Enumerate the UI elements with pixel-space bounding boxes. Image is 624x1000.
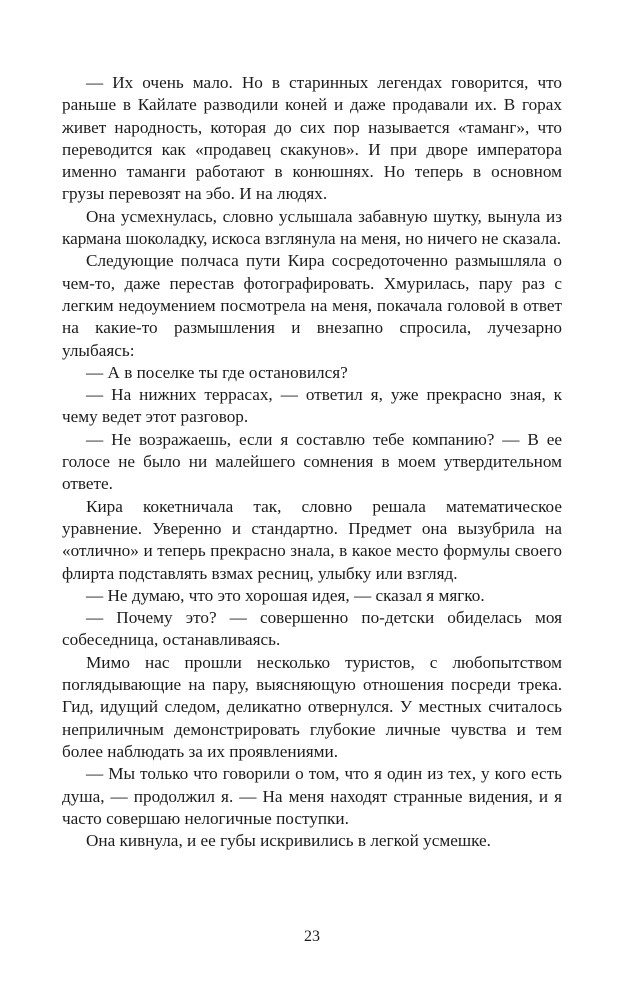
paragraph: Следующие полчаса пути Кира сосредоточенно размышляла о чем-то, даже перестав фотографировать. Хмурилась, пару раз с легким недоумением посмотрела на меня, покачала головой в ответ на какие-то размышления и внезапно спросила, лучезарно улыбаясь: bbox=[62, 251, 562, 360]
paragraph: Мимо нас прошли несколько туристов, с любопытством поглядывающие на пару, выясняющую отношения посреди трека. Гид, идущий следом, деликатно отвернулся. У местных считалось неприличным демонстрировать глубокие личные чувства и тем более наблюдать за их проявлениями. bbox=[62, 652, 562, 761]
paragraph: — На нижних террасах, — ответил я, уже прекрасно зная, к чему ведет этот разговор. bbox=[62, 385, 562, 427]
paragraph: — Не думаю, что это хорошая идея, — сказал я мягко. bbox=[86, 585, 485, 605]
paragraph: — А в поселке ты где остановился? bbox=[86, 362, 348, 382]
paragraph: — Их очень мало. Но в старинных легендах говорится, что раньше в Кайлате разводили коней и даже продавали их. В горах живет народность, которая до сих пор называется «таманг», что переводится как «продавец скакунов». И при дворе императора именно таманги работают в конюшнях. Но теперь в основном грузы перевозят на эбо. И на людях. bbox=[62, 73, 562, 204]
paragraph: Она усмехнулась, словно услышала забавную шутку, вынула из кармана шоколадку, искоса взглянула на меня, но ничего не сказала. bbox=[62, 206, 562, 249]
paragraph: Она кивнула, и ее губы искривились в легкой усмешке. bbox=[86, 831, 491, 851]
page-number: 23 bbox=[304, 928, 320, 945]
paragraph: — Мы только что говорили о том, что я один из тех, у кого есть душа, — продолжил я. — На меня находят странные видения, и я часто совершаю нелогичные поступки. bbox=[62, 764, 562, 828]
body-text bbox=[62, 72, 562, 852]
paragraph: Кира кокетничала так, словно решала математическое уравнение. Уверенно и стандартно. Предмет она вызубрила на «отлично» и теперь прекрасно знала, в какое место формулы своего флирта подставлять взмах ресниц, улыбку или взгляд. bbox=[62, 496, 562, 583]
paragraph: — Почему это? — совершенно по-детски обиделась моя собеседница, останавливаясь. bbox=[62, 608, 562, 650]
paragraph: — Не возражаешь, если я составлю тебе компанию? — В ее голосе не было ни малейшего сомнения в моем утвердительном ответе. bbox=[62, 429, 562, 494]
